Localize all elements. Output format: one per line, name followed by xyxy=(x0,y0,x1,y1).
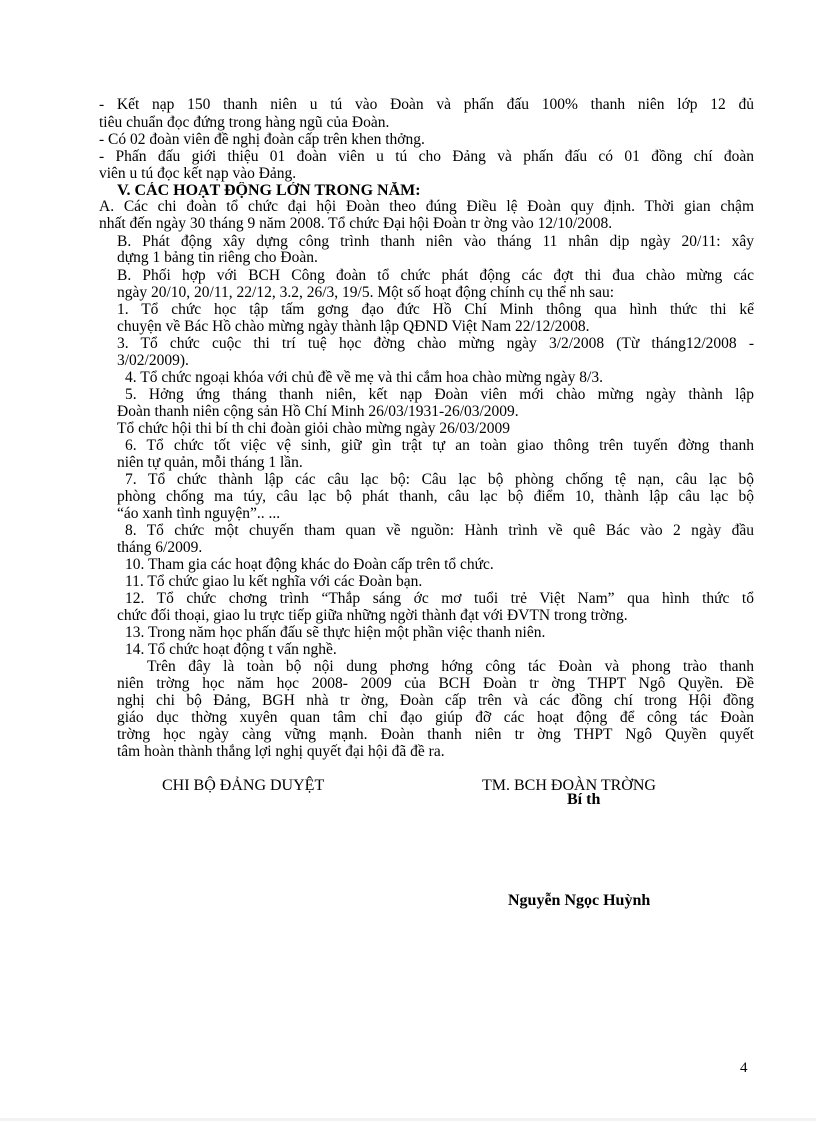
body-line: tiêu chuẩn đọc đứng trong hàng ngũ của Đoàn. xyxy=(99,114,390,131)
body-line: Trên đây là toàn bộ nội dung phơng hớng công tác Đoàn và phong trào thanh xyxy=(147,658,754,675)
body-line: B. Phối hợp với BCH Công đoàn tổ chức phát động các đợt thi đua chào mừng các xyxy=(117,267,754,284)
party-approval-label: CHI BỘ ĐẢNG DUYỆT xyxy=(162,777,325,794)
body-line: 6. Tổ chức tốt việc vệ sinh, giữ gìn trật tự an toàn giao thông trên tuyến đờng thanh xyxy=(125,437,754,454)
body-line: - Có 02 đoàn viên đề nghị đoàn cấp trên khen thởng. xyxy=(99,131,425,148)
body-line: 13. Trong năm học phấn đấu sẽ thực hiện một phần việc thanh niên. xyxy=(125,624,546,641)
body-line: viên u tú đọc kết nạp vào Đảng. xyxy=(99,165,297,182)
page-number: 4 xyxy=(740,1060,748,1076)
body-line: 10. Tham gia các hoạt động khác do Đoàn cấp trên tổ chức. xyxy=(125,556,494,573)
body-line: 14. Tổ chức hoạt động t vấn nghề. xyxy=(125,641,337,658)
page-bottom-edge xyxy=(0,1118,816,1121)
body-line: dựng 1 bảng tin riêng cho Đoàn. xyxy=(117,249,318,266)
body-line: tâm hoàn thành thắng lợi nghị quyết đại hội đã đề ra. xyxy=(117,743,445,760)
body-line: 5. Hởng ứng tháng thanh niên, kết nạp Đoàn viên mới chào mừng ngày thành lập xyxy=(125,386,754,403)
body-line: - Phấn đấu giới thiệu 01 đoàn viên u tú cho Đảng và phấn đấu có 01 đồng chí đoàn xyxy=(99,148,754,165)
body-line: 8. Tổ chức một chuyến tham quan về nguồn: Hành trình về quê Bác vào 2 ngày đầu xyxy=(125,522,754,539)
body-line: Tổ chức hội thi bí th chi đoàn giỏi chào mừng ngày 26/03/2009 xyxy=(117,420,511,437)
section-heading: V. CÁC HOẠT ĐỘNG LỚN TRONG NĂM: xyxy=(117,182,421,199)
body-line: 12. Tổ chức chơng trình “Thắp sáng ớc mơ tuổi trẻ Việt Nam” qua hình thức tổ xyxy=(125,590,754,607)
body-line: tháng 6/2009. xyxy=(117,539,203,556)
body-line: ngày 20/10, 20/11, 22/12, 3.2, 26/3, 19/5. Một số hoạt động chính cụ thể nh sau: xyxy=(117,284,615,301)
body-line: chuyện về Bác Hồ chào mừng ngày thành lập QĐND Việt Nam 22/12/2008. xyxy=(117,318,590,335)
body-line: nghị chi bộ Đảng, BGH nhà tr ờng, Đoàn cấp trên và các đồng chí trong Hội đồng xyxy=(117,692,754,709)
body-line: 11. Tổ chức giao lu kết nghĩa với các Đoàn bạn. xyxy=(125,573,423,590)
body-line: Đoàn thanh niên cộng sản Hồ Chí Minh 26/03/1931-26/03/2009. xyxy=(117,403,519,420)
body-line: nhất đến ngày 30 tháng 9 năm 2008. Tổ chức Đại hội Đoàn tr ờng vào 12/10/2008. xyxy=(99,215,613,232)
body-line: 3. Tổ chức cuộc thi trí tuệ học đờng chào mừng ngày 3/2/2008 (Từ tháng12/2008 - xyxy=(117,335,754,352)
body-line: - Kết nạp 150 thanh niên u tú vào Đoàn và phấn đấu 100% thanh niên lớp 12 đủ xyxy=(99,96,754,113)
body-line: 1. Tổ chức học tập tấm gơng đạo đức Hồ Chí Minh thông qua hình thức thi kể xyxy=(117,301,754,318)
body-line: niên tự quản, mỗi tháng 1 lần. xyxy=(117,454,303,471)
body-line: phòng chống ma túy, câu lạc bộ phát thanh, câu lạc bộ điểm 10, thành lập câu lạc bộ xyxy=(117,488,754,505)
body-line: 7. Tổ chức thành lập các câu lạc bộ: Câu lạc bộ phòng chống tệ nạn, câu lạc bộ xyxy=(125,471,754,488)
body-line: 4. Tổ chức ngoại khóa với chủ đề về mẹ và thi cắm hoa chào mừng ngày 8/3. xyxy=(125,369,603,386)
body-line: trờng học ngày càng vững mạnh. Đoàn thanh niên tr ờng THPT Ngô Quyền quyết xyxy=(117,726,754,743)
body-line: A. Các chi đoàn tổ chức đại hội Đoàn theo đúng Điều lệ Đoàn quy định. Thời gian chậm xyxy=(99,198,754,215)
body-line: “áo xanh tình nguyện”.. ... xyxy=(117,505,281,522)
signer-name: Nguyễn Ngọc Huỳnh xyxy=(508,892,651,909)
body-line: giáo dục thờng xuyên quan tâm chỉ đạo giúp đỡ các hoạt động để công tác Đoàn xyxy=(117,709,754,726)
secretary-title: Bí th xyxy=(567,791,601,808)
body-line: B. Phát động xây dựng công trình thanh niên vào tháng 11 nhân dịp ngày 20/11: xây xyxy=(117,233,754,250)
body-line: 3/02/2009). xyxy=(117,352,189,369)
body-line: chức đối thoại, giao lu trực tiếp giữa những ngời thành đạt với ĐVTN trong trờng. xyxy=(117,607,628,624)
body-line: niên trờng học năm học 2008- 2009 của BCH Đoàn tr ờng THPT Ngô Quyền. Đề xyxy=(117,675,754,692)
union-committee-label: TM. BCH ĐOÀN TRỜNG xyxy=(482,777,656,794)
